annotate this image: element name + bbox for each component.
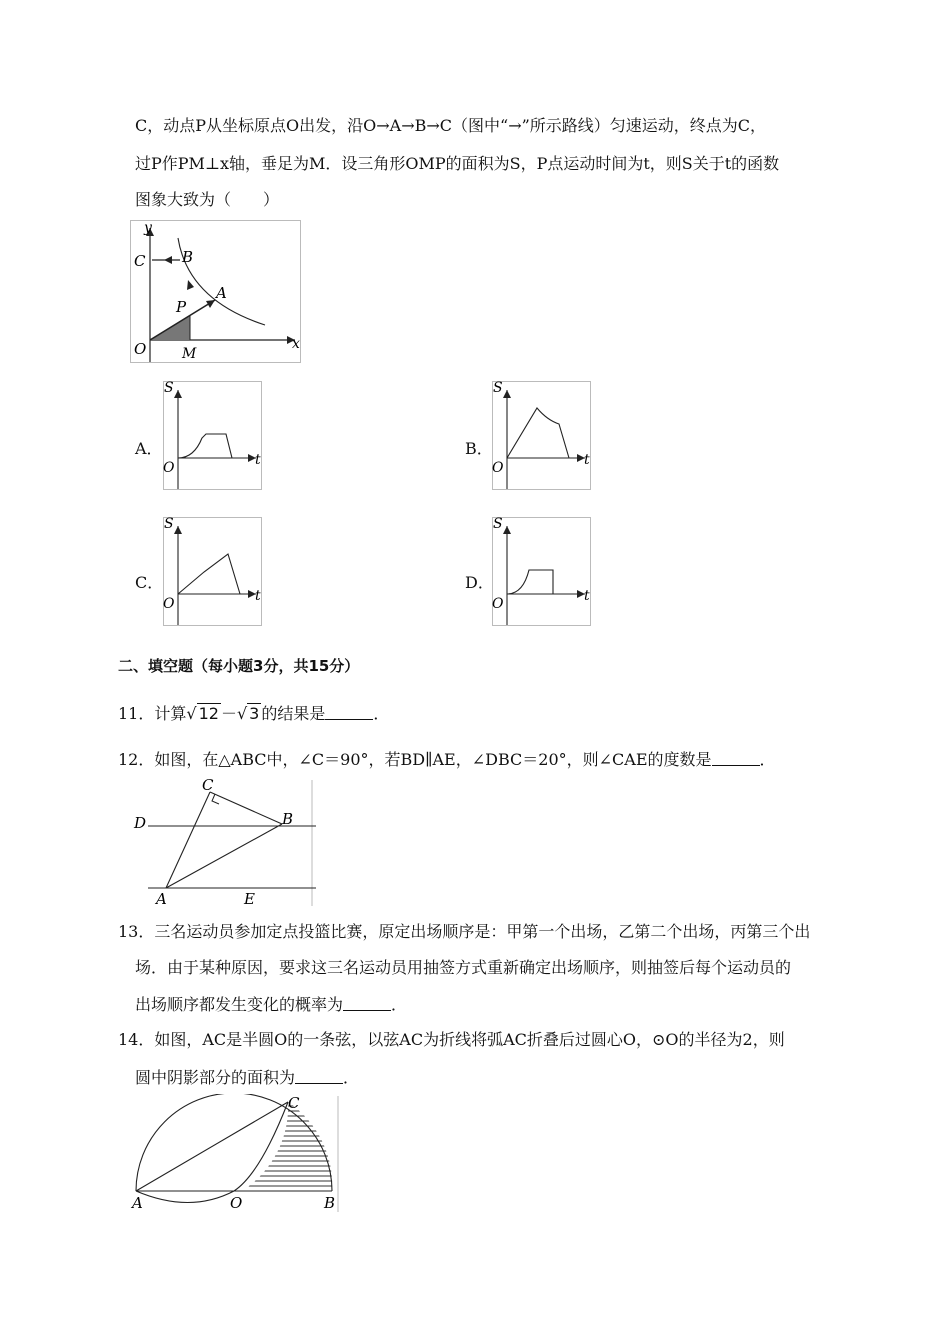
q12-text: 12．如图，在△ABC中，∠C＝90°，若BD∥AE，∠DBC＝20°，则∠CAE的度数是 (118, 750, 712, 769)
option-c-s: S (164, 516, 174, 532)
label-a: A (132, 1194, 143, 1212)
q13-line-1: 13．三名运动员参加定点投篮比赛，原定出场顺序是：甲第一个出场，乙第二个出场，丙第三个出 (118, 922, 811, 941)
q10-line-3: 图象大致为（ ） (135, 190, 280, 209)
option-b-s: S (493, 380, 503, 396)
option-a-t: t (255, 452, 261, 468)
option-d-s: S (493, 516, 503, 532)
label-c: C (202, 776, 214, 794)
label-b: B (324, 1194, 336, 1212)
option-d-t: t (584, 588, 590, 604)
q13-line-3-text: 出场顺序都发生变化的概率为 (135, 995, 344, 1014)
section-2-title: 二、填空题（每小题3分，共15分） (118, 657, 360, 675)
q13-answer-blank[interactable] (343, 996, 391, 1011)
label-d: D (134, 814, 147, 832)
curve-arrow (187, 280, 194, 290)
q11-end: ． (373, 704, 390, 723)
option-a-label: A． (135, 439, 163, 458)
label-a: A (216, 284, 227, 302)
option-c-graph (158, 514, 266, 629)
q13-end: ． (391, 995, 408, 1014)
q11-pre: 计算 (154, 704, 187, 723)
segment-cb (210, 792, 282, 824)
q13-line-3 (135, 995, 407, 1015)
q14-line-1: 14．如图，AC是半圆O的一条弦，以弦AC为折线将弧AC折叠后过圆心O，⊙O的半径为2，则 (118, 1030, 785, 1049)
sqrt-12-radicand: 12 (198, 704, 219, 723)
option-d-o: O (492, 596, 504, 612)
q10-line-2: 过P作PM⊥x轴，垂足为M．设三角形OMP的面积为S，P点运动时间为t，则S关于t的函数 (135, 154, 780, 173)
q14-answer-blank[interactable] (295, 1069, 343, 1084)
q12-end: ． (759, 750, 776, 769)
label-y: y (144, 220, 152, 236)
q12-figure (130, 776, 320, 908)
option-b-curve (507, 408, 569, 458)
option-c-t: t (255, 588, 261, 604)
option-a-s: S (164, 380, 174, 396)
label-o: O (230, 1194, 243, 1212)
option-c-o: O (163, 596, 175, 612)
option-c-curve (178, 554, 240, 594)
option-c-label: C． (135, 573, 164, 592)
q12-line (118, 750, 776, 770)
q11-answer-blank[interactable] (325, 705, 373, 720)
option-b-label: B． (465, 439, 493, 458)
label-e: E (244, 890, 255, 908)
q11-number: 11． (118, 704, 155, 723)
label-c: C (134, 252, 146, 270)
segment-ac (166, 792, 210, 888)
option-d-graph (487, 514, 595, 629)
q11-minus: － (220, 704, 237, 723)
option-d-label: D． (465, 573, 494, 592)
option-a-graph (158, 378, 266, 493)
q13-line-2: 场．由于某种原因，要求这三名运动员用抽签方式重新确定出场顺序，则抽签后每个运动员的 (135, 958, 792, 977)
q10-line-1: C，动点P从坐标原点O出发，沿O→A→B→C（图中“→”所示路线）匀速运动，终点为C， (135, 116, 767, 135)
q11-line (118, 704, 389, 724)
label-o: O (134, 340, 147, 358)
label-m: M (182, 346, 197, 362)
label-b: B (182, 248, 194, 266)
option-b-graph (487, 378, 595, 493)
q12-answer-blank[interactable] (712, 751, 760, 766)
sqrt-3: √ 3 (236, 704, 260, 723)
q14-line-2-text: 圆中阴影部分的面积为 (135, 1068, 296, 1087)
option-c-s-arrow (174, 526, 182, 534)
option-a-o: O (163, 460, 175, 476)
label-c: C (288, 1094, 300, 1112)
option-d-curve (507, 570, 553, 594)
label-b: B (282, 810, 294, 828)
label-p: P (176, 298, 187, 316)
label-x: x (292, 336, 300, 352)
sqrt-3-radicand: 3 (249, 704, 260, 723)
q10-figure (130, 220, 305, 365)
option-a-curve (178, 434, 232, 458)
bc-arrow (164, 256, 172, 264)
option-d-s-arrow (503, 526, 511, 534)
q14-figure (130, 1094, 345, 1216)
option-b-s-arrow (503, 390, 511, 398)
sqrt-12: √ 12 (186, 704, 219, 723)
option-b-t: t (584, 452, 590, 468)
q14-line-2 (135, 1068, 359, 1088)
label-a: A (156, 890, 167, 908)
segment-ab (166, 824, 282, 888)
option-b-o: O (492, 460, 504, 476)
q11-post: 的结果是 (261, 704, 326, 723)
option-a-s-arrow (174, 390, 182, 398)
q14-end: ． (343, 1068, 360, 1087)
